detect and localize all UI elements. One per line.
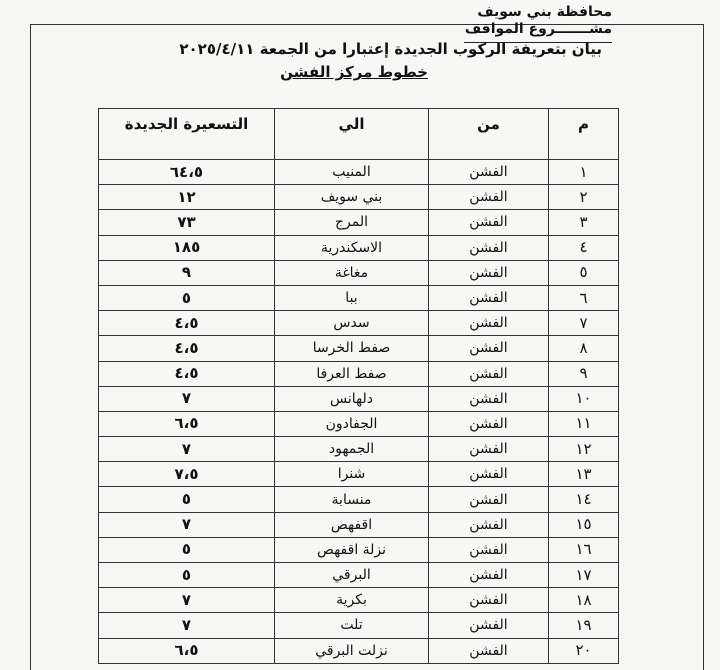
- table-row: [99, 235, 619, 260]
- to-cell: الجمهود: [275, 437, 429, 462]
- row-number: ٨: [549, 336, 619, 361]
- table-row: [99, 512, 619, 537]
- table-row: [99, 537, 619, 562]
- from-cell: الفشن: [429, 185, 549, 210]
- table-row: [99, 638, 619, 663]
- row-number: ١٤: [549, 487, 619, 512]
- to-cell: منسابة: [275, 487, 429, 512]
- to-cell: بني سويف: [275, 185, 429, 210]
- row-number: ٢٠: [549, 638, 619, 663]
- fare-cell: ٧٣: [99, 210, 275, 235]
- from-cell: الفشن: [429, 336, 549, 361]
- to-cell: اقفهص: [275, 512, 429, 537]
- from-cell: الفشن: [429, 311, 549, 336]
- fare-cell: ١٢: [99, 185, 275, 210]
- fare-cell: ٧،٥: [99, 462, 275, 487]
- table-row: [99, 336, 619, 361]
- fare-cell: ٥: [99, 537, 275, 562]
- fare-cell: ١٨٥: [99, 235, 275, 260]
- fare-cell: ٧: [99, 437, 275, 462]
- project-label: مشـــــــروع المواقف: [464, 21, 612, 37]
- fare-cell: ٧: [99, 588, 275, 613]
- from-cell: الفشن: [429, 260, 549, 285]
- to-cell: الاسكندرية: [275, 235, 429, 260]
- row-number: ٥: [549, 260, 619, 285]
- row-number: ١: [549, 160, 619, 185]
- to-cell: دلهانس: [275, 386, 429, 411]
- fare-cell: ٤،٥: [99, 336, 275, 361]
- table-row: [99, 361, 619, 386]
- fare-cell: ٦٤،٥: [99, 160, 275, 185]
- table-row: [99, 437, 619, 462]
- from-cell: الفشن: [429, 512, 549, 537]
- from-cell: الفشن: [429, 563, 549, 588]
- to-cell: نزلت البرقي: [275, 638, 429, 663]
- from-cell: الفشن: [429, 210, 549, 235]
- to-cell: مغاغة: [275, 260, 429, 285]
- row-number: ٤: [549, 235, 619, 260]
- fare-cell: ٧: [99, 386, 275, 411]
- row-number: ١٣: [549, 462, 619, 487]
- to-cell: بكرية: [275, 588, 429, 613]
- table-row: [99, 311, 619, 336]
- table-body: [99, 160, 619, 664]
- from-cell: الفشن: [429, 411, 549, 436]
- from-cell: الفشن: [429, 285, 549, 310]
- row-number: ٦: [549, 285, 619, 310]
- from-cell: الفشن: [429, 160, 549, 185]
- row-number: ١٥: [549, 512, 619, 537]
- fare-cell: ٤،٥: [99, 361, 275, 386]
- row-number: ١٩: [549, 613, 619, 638]
- document-subtitle: خطوط مركز الفشن: [280, 63, 428, 81]
- to-cell: الجفادون: [275, 411, 429, 436]
- from-cell: الفشن: [429, 386, 549, 411]
- to-cell: البرقي: [275, 563, 429, 588]
- from-cell: الفشن: [429, 235, 549, 260]
- to-cell: صفط الخرسا: [275, 336, 429, 361]
- table-row: [99, 185, 619, 210]
- table-row: [99, 260, 619, 285]
- row-number: ١٠: [549, 386, 619, 411]
- table-row: [99, 462, 619, 487]
- fare-cell: ٩: [99, 260, 275, 285]
- governorate-label: محافظة بني سويف: [477, 4, 612, 20]
- fare-cell: ٥: [99, 563, 275, 588]
- row-number: ٩: [549, 361, 619, 386]
- to-cell: شنرا: [275, 462, 429, 487]
- fare-cell: ٧: [99, 512, 275, 537]
- fare-cell: ٦،٥: [99, 638, 275, 663]
- table-row: [99, 588, 619, 613]
- to-cell: المرج: [275, 210, 429, 235]
- from-cell: الفشن: [429, 613, 549, 638]
- to-cell: سدس: [275, 311, 429, 336]
- from-cell: الفشن: [429, 487, 549, 512]
- fare-cell: ٤،٥: [99, 311, 275, 336]
- row-number: ٧: [549, 311, 619, 336]
- to-cell: المنيب: [275, 160, 429, 185]
- table-row: [99, 386, 619, 411]
- from-cell: الفشن: [429, 638, 549, 663]
- row-number: ١٦: [549, 537, 619, 562]
- row-number: ١٨: [549, 588, 619, 613]
- row-number: ١١: [549, 411, 619, 436]
- row-number: ١٧: [549, 563, 619, 588]
- table-row: [99, 563, 619, 588]
- fare-cell: ٥: [99, 487, 275, 512]
- row-number-header: م: [549, 109, 619, 160]
- table-header-row: [99, 109, 619, 160]
- table-row: [99, 160, 619, 185]
- table-row: [99, 210, 619, 235]
- fare-cell: ٦،٥: [99, 411, 275, 436]
- table-row: [99, 285, 619, 310]
- to-cell: ببا: [275, 285, 429, 310]
- fare-cell: ٧: [99, 613, 275, 638]
- table-row: [99, 411, 619, 436]
- to-cell: تلت: [275, 613, 429, 638]
- to-cell: صفط العرفا: [275, 361, 429, 386]
- new-fare-header: التسعيرة الجديدة: [99, 109, 275, 160]
- from-header: من: [429, 109, 549, 160]
- table-header: [99, 109, 619, 160]
- row-number: ٢: [549, 185, 619, 210]
- table-row: [99, 487, 619, 512]
- row-number: ٣: [549, 210, 619, 235]
- from-cell: الفشن: [429, 437, 549, 462]
- document-title: بيان بتعريفة الركوب الجديدة إعتبارا من الجمعة ٢٠٢٥/٤/١١: [179, 40, 602, 58]
- to-cell: نزلة اقفهص: [275, 537, 429, 562]
- from-cell: الفشن: [429, 537, 549, 562]
- from-cell: الفشن: [429, 588, 549, 613]
- row-number: ١٢: [549, 437, 619, 462]
- table-row: [99, 613, 619, 638]
- from-cell: الفشن: [429, 462, 549, 487]
- fares-table: [98, 108, 619, 664]
- from-cell: الفشن: [429, 361, 549, 386]
- to-header: الي: [275, 109, 429, 160]
- fare-cell: ٥: [99, 285, 275, 310]
